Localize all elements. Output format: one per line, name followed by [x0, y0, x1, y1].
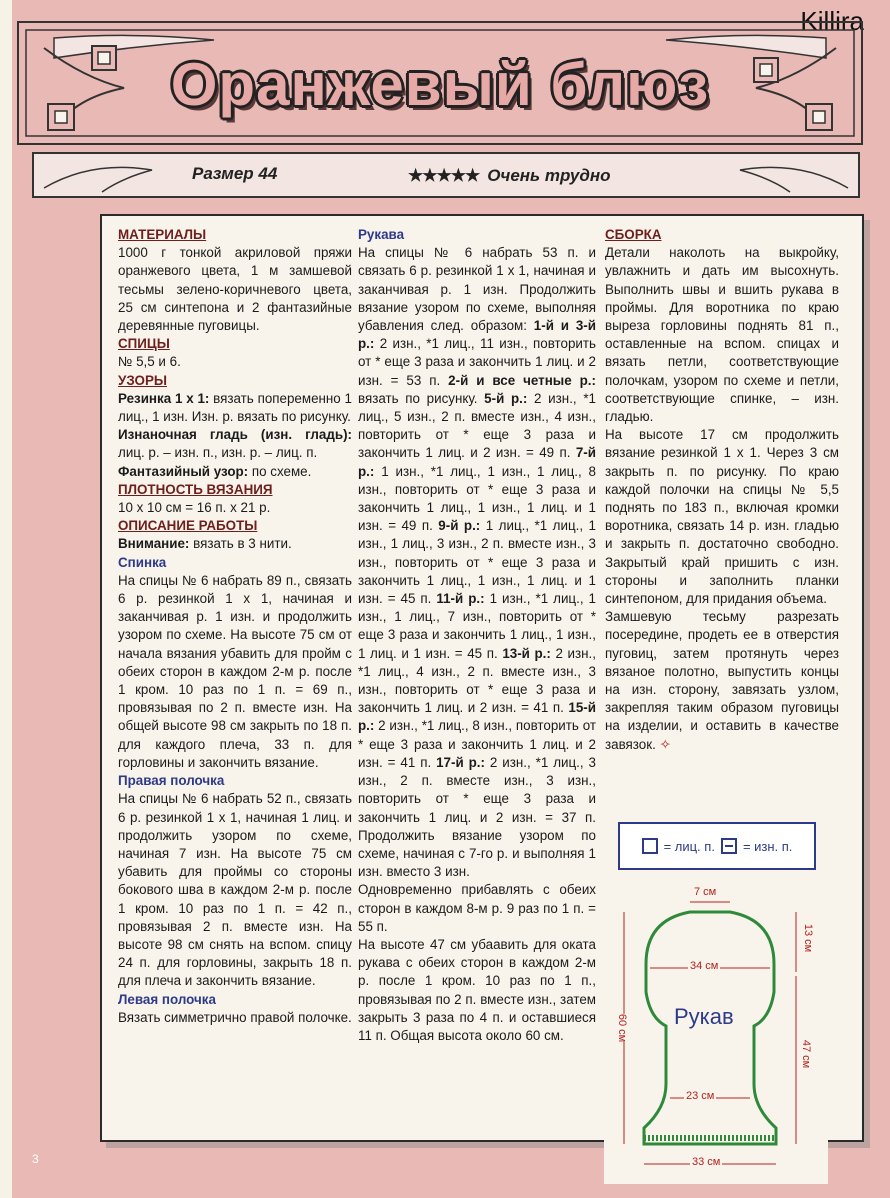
watermark: Killira — [800, 6, 864, 36]
title-frame — [14, 18, 866, 148]
page-title: Оранжевый блюз — [170, 51, 710, 118]
needles-text: № 5,5 и 6. — [118, 354, 181, 370]
dim-mid-width: 34 см — [690, 960, 719, 972]
materials-text: 1000 г тонкой акриловой пряжи оранжевого цвета, 1 м замшевой тесьмы зелено-коричневого цвета, 25 см синтепона и 2 фантазийные деревянные пуговицы. — [118, 245, 352, 334]
size-label: Размер 44 — [192, 164, 278, 183]
dim-cap-height: 13 см — [802, 923, 815, 953]
section-heading-density: ПЛОТНОСТЬ ВЯЗАНИЯ — [118, 481, 273, 497]
sleeve-outline — [604, 812, 828, 1184]
column-2 — [358, 226, 596, 1045]
density-text: 10 х 10 см = 16 п. х 21 р. — [118, 500, 271, 516]
attention-note: Внимание: вязать в 3 нити. — [118, 536, 292, 552]
subheading-sleeves: Рукава — [358, 227, 405, 242]
sleeve-text: На спицы № 6 набрать 53 п. и связать 6 р. резинкой 1 х 1, начиная и заканчивая р. 1 изн. Продолжить вязание узором по схеме, выполняя убавления след. образом: 1-й и 3-й р.: 2 изн., *1 лиц., 11 изн., повторить от * еще 3 раза и закончить 1 лиц. и 2 изн. = 53 п. 2-й и все четные р.: вязать по рисунку. 5-й р.: 2 изн., *1 лиц., 5 изн., 2 п. вместе изн., 4 изн., повторить от * еще 3 раза и закончить 1 лиц. и 2 изн. = 49 п. 7-й р.: 1 изн., *1 лиц., 1 изн., 1 лиц., 8 изн., повторить от * еще 3 раза и закончить 1 лиц., 1 изн., 1 лиц. и 1 изн. = 49 п. 9-й р.: 1 лиц., *1 лиц., 1 изн., 1 лиц., 3 изн., 2 п. вместе изн., 3 изн., повторить от * еще 3 раза и закончить 1 лиц., 1 изн., 1 лиц. и 1 изн. = 45 п. 11-й р.: 1 изн., *1 лиц., 1 изн., 1 лиц., 7 изн., повторить от * еще 3 раза и закончить 1 лиц., 1 изн., 1 лиц. и 1 изн. = 45 п. 13-й р.: 2 изн., *1 лиц., 4 изн., 2 п. вместе изн., 3 изн., повторить от * еще 3 раза и закончить 1 лиц. и 2 изн. = 41 п. 15-й р.: 2 изн., *1 лиц., 8 изн., повторить от * еще 3 раза и закончить 1 лиц. и 2 изн. = 41 п. 17-й р.: 2 изн., *1 лиц., 3 изн., 2 п. вместе изн., 3 изн., повторить от * еще 3 раза и закончить 1 лиц. и 2 изн. = 37 п. Продолжить вязание узором по схеме, начиная с 7-го р. и выполняя 1 изн. вместо 3 изн. — [358, 245, 596, 880]
sleeve-diagram — [604, 812, 828, 1184]
pattern-rib: Резинка 1 х 1: вязать попеременно 1 лиц., 1 изн. Изн. р. вязать по рисунку. — [118, 390, 352, 425]
assembly-text-3: Замшевую тесьму разрезать посередине, продеть ее в отверстия пуговиц, затем протянуть через вязаное полотно, выпустить концы на изн. сторону, завязать узлом, закрепляя таким образом пуговицы на изделии, и оставить в качестве завязок. ✧ — [605, 609, 839, 752]
section-heading-patterns: УЗОРЫ — [118, 372, 167, 388]
pattern-purl: Изнаночная гладь (изн. гладь): лиц. р. – изн. п., изн. р. – лиц. п. — [118, 427, 352, 461]
sleeve-cap-text: На высоте 47 см убаавить для оката рукава с обеих сторон в каждом 2-м р. после 1 кром. 10 раз по 1 п., провязывая по 2 п. вместе изн., затем закрыть 3 раза по 4 п. и оставшиеся 11 п. Общая высота около 60 см. — [358, 936, 596, 1043]
assembly-text-2: На высоте 17 см продолжить вязание резинкой 1 х 1. Через 3 см закрыть п. по рисунку. По краю каждой полочки на спицы № 5,5 поднять по 183 п., включая кромки воротника, связать 14 р. изн. гладью и закрыть п. достаточно свободно. Закрытый край пришить с изн. стороны и заполнить планки синтепоном, для придания объема. — [605, 427, 839, 607]
difficulty-rating — [408, 166, 611, 186]
section-heading-assembly: СБОРКА — [605, 227, 662, 242]
dim-total-height: 60 см — [616, 1013, 629, 1043]
chart-legend: = лиц. п. = изн. п. — [618, 822, 816, 870]
dim-body-height: 47 см — [800, 1039, 813, 1069]
left-front-text: Вязать симметрично правой полочке. — [118, 1009, 352, 1025]
subheading-right-front: Правая полочка — [118, 773, 225, 789]
star-rating-icon: ★★★★★ — [408, 166, 480, 185]
subheading-left-front: Левая полочка — [118, 991, 216, 1007]
page-number: 3 — [32, 1152, 39, 1166]
dim-lower-width: 23 см — [686, 1090, 715, 1102]
section-heading-work: ОПИСАНИЕ РАБОТЫ — [118, 518, 258, 534]
right-front-text: На спицы № 6 набрать 52 п., связать 6 р. резинкой 1 х 1, начиная 1 лиц. и продолжить узором по схеме, начиная 7 изн. На высоте 75 см убавить для проймы со стороны бокового шва в каждом 2-м р. после 1 кром. 10 раз по 1 п. = 42 п., провязывая 2 п. вместе изн. На высоте 98 см снять на вспом. спицу 24 п. для горловины, закрыть 18 п. для плеча и закончить вязание. — [118, 791, 352, 989]
end-mark-icon: ✧ — [659, 736, 671, 752]
column-1 — [118, 226, 352, 1027]
section-heading-materials: МАТЕРИАЛЫ — [118, 227, 207, 242]
dim-top-width: 7 см — [694, 886, 717, 898]
section-heading-needles: СПИЦЫ — [118, 336, 170, 352]
subheading-back: Спинка — [118, 554, 167, 570]
pattern-fancy: Фантазийный узор: по схеме. — [118, 463, 312, 479]
sleeve-label: Рукав — [674, 1004, 734, 1029]
column-3 — [605, 226, 839, 754]
sleeve-increase-text: Одновременно прибавлять с обеих сторон в каждом 8-м р. 9 раз по 1 п. = 55 п. — [358, 882, 596, 934]
back-text: На спицы № 6 набрать 89 п., связать 6 р. резинкой 1 х 1, начиная и заканчивая р. 1 изн. и продолжить узором по схеме. На высоте 75 см от начала вязания убавить для пройм с обеих сторон в каждом 2-м р. после 1 кром. 10 раз по 1 п. = 69 п., провязывая по 2 п. вместе изн. На общей высоте 98 см закрыть по 18 п. для каждого плеча, 33 п. для горловины и закончить вязание. — [118, 572, 352, 770]
page-edge — [0, 0, 12, 1198]
difficulty-text: Очень трудно — [487, 166, 611, 185]
dim-bottom-width: 33 см — [692, 1156, 721, 1168]
assembly-text-1: Детали наколоть на выкройку, увлажнить и дать им высохнуть. Выполнить швы и вшить рукава в проймы. Для воротника по краю выреза горловины поднять 81 п., оставленные на вспом. спицах и вязать петли, соответствующие полочкам, узором по схеме и петли, соответствующие спинке, – изн. гладью. — [605, 245, 839, 425]
